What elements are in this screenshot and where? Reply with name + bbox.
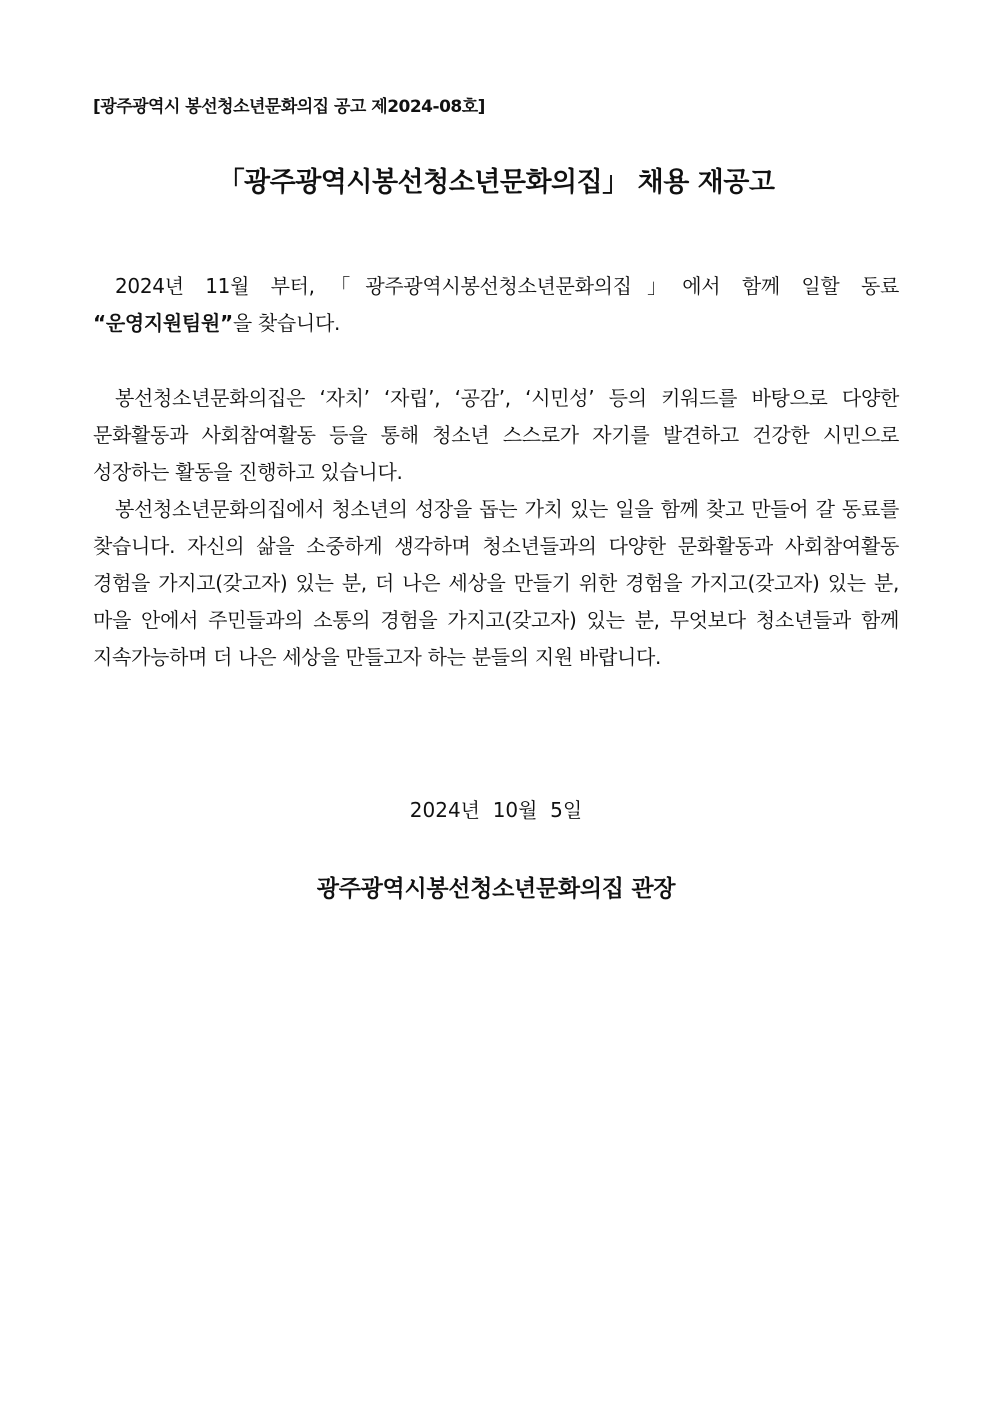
recruitment-text: 봉선청소년문화의집에서 청소년의 성장을 돕는 가치 있는 일을 함께 찾고 만들어 갈 동료를 찾습니다. 자신의 삶을 소중하게 생각하며 청소년들과의 다양한 문화활동과 사회참여활동 경험을 가지고(갖고자) 있는 분, 더 나은 세상을 만들기 위한 경험을 가지고(갖고자) 있는 분, 마을 안에서 주민들과의 소통의 경험을 가지고(갖고자) 있는 분, 무엇보다 청소년들과 함께 지속가능하며 더 나은 세상을 만들고자 하는 분들의 지원 바랍니다. [93, 497, 899, 669]
notice-number: [광주광역시 봉선청소년문화의집 공고 제2024-08호] [93, 97, 485, 117]
recruitment-paragraph [93, 491, 899, 676]
issue-date: 2024년 10월 5일 [409, 798, 583, 822]
description-paragraph [93, 380, 899, 491]
intro-paragraph [93, 268, 899, 342]
intro-text-after: 을 찾습니다. [232, 311, 341, 335]
description-text: 봉선청소년문화의집은 ‘자치’ ‘자립’, ‘공감’, ‘시민성’ 등의 키워드를 바탕으로 다양한 문화활동과 사회참여활동 등을 통해 청소년 스스로가 자기를 발견하고 건강한 시민으로 성장하는 활동을 진행하고 있습니다. [93, 386, 899, 484]
position-name: “운영지원팀원” [93, 311, 233, 335]
intro-text-before: 2024년 11월 부터,「광주광역시봉선청소년문화의집」에서 함께 일할 동료 [115, 274, 899, 298]
document-title: 「광주광역시봉선청소년문화의집」 채용 재공고 [217, 167, 775, 198]
issuer-signature: 광주광역시봉선청소년문화의집 관장 [316, 876, 676, 902]
